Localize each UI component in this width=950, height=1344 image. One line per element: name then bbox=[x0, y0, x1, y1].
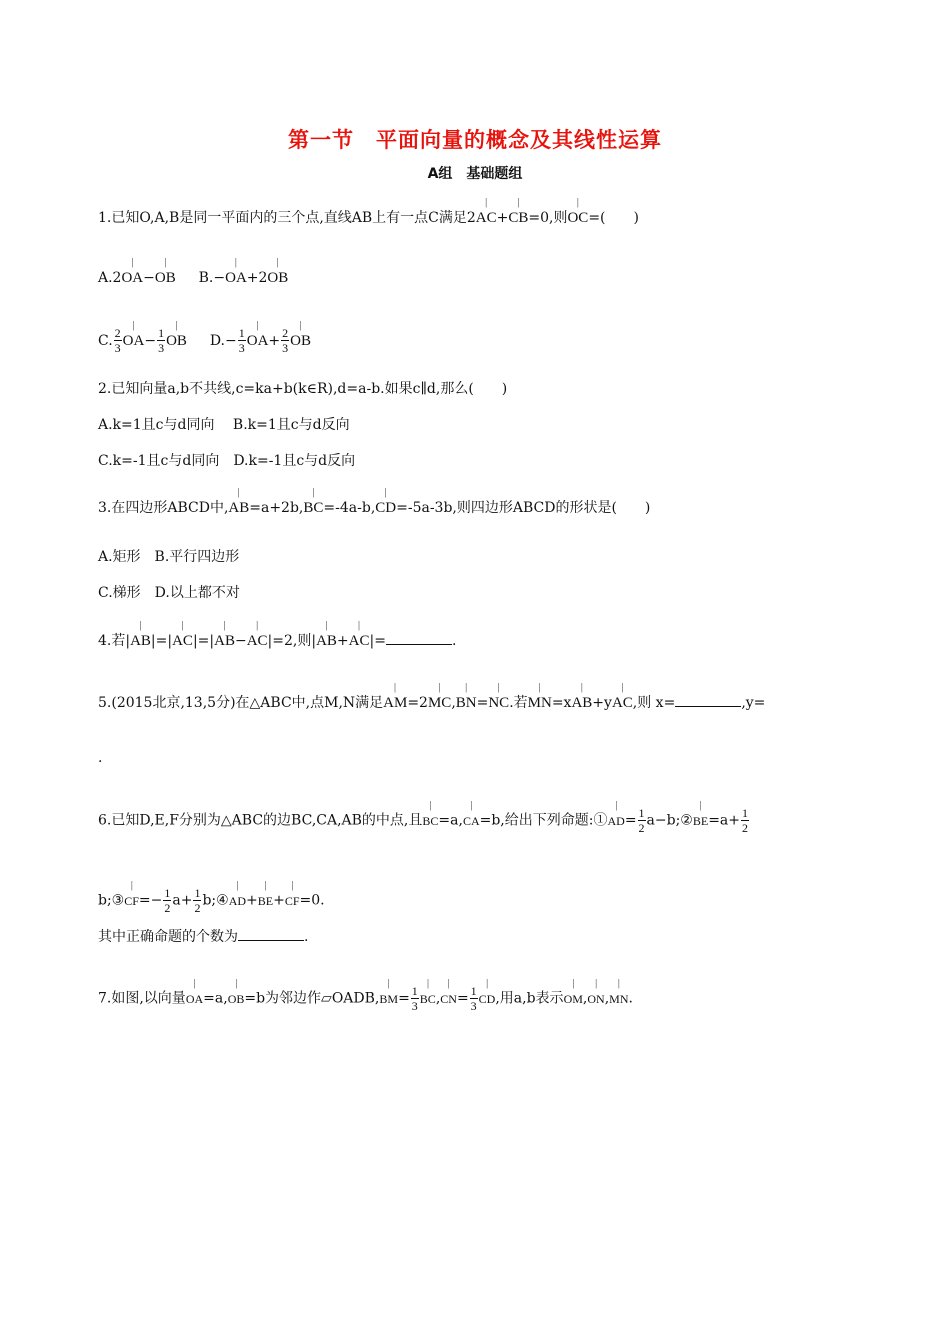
question-5-end: . bbox=[98, 750, 103, 766]
question-3-options-cd: C.梯形 D.以上都不对 bbox=[98, 585, 240, 601]
question-3-options-ab: A.矩形 B.平行四边形 bbox=[98, 549, 240, 565]
question-2-options-ab: A.k=1且c与d同向 B.k=1且c与d反向 bbox=[98, 417, 350, 433]
question-2: 2.已知向量a,b不共线,c=ka+b(k∈R),d=a-b.如果c∥d,那么( ) bbox=[98, 381, 508, 397]
question-3: 3.在四边形ABCD中,| AB=a+2b,| BC=-4a-b,| CD=-5a-3b,则四边形ABCD的形状是( ) bbox=[98, 498, 650, 518]
question-6-prompt: 其中正确命题的个数为 . bbox=[98, 926, 308, 947]
question-1: 1.已知O,A,B是同一平面内的三个点,直线AB上有一点C满足2| AC+| CB=0,则| OC=( ) bbox=[98, 208, 639, 228]
question-5: 5.(2015北京,13,5分)在△ABC中,点M,N满足| AM=2| MC,| BN=| NC.若| MN=x| AB+y| AC,则 x= ,y= bbox=[98, 692, 765, 713]
question-4: 4.若|| AB|=|| AC|=|| AB−| AC|=2,则|| AB+| AC|= . bbox=[98, 630, 456, 651]
question-2-options-cd: C.k=-1且c与d同向 D.k=-1且c与d反向 bbox=[98, 453, 356, 469]
answer-blank-x[interactable] bbox=[675, 692, 741, 707]
group-subtitle: A组 基础题组 bbox=[427, 166, 523, 182]
option-b: B.−| OA+2| OB bbox=[199, 270, 289, 286]
option-d: D.− $\frac{1}{3}$ | OA+ $\frac{2}{3}$ | OB bbox=[210, 333, 311, 349]
option-a: A.2| OA−| OB bbox=[98, 270, 176, 286]
question-6-continued: b;③| CF=− $\frac{1}{2}$ a+ $\frac{1}{2}$ b;④| AD+| BE+| CF=0. bbox=[98, 886, 325, 915]
question-1-options-ab bbox=[98, 268, 288, 288]
question-6: 6.已知D,E,F分别为△ABC的边BC,CA,AB的中点,且| BC=a,| CA=b,给出下列命题:①| AD= $\frac{1}{2}$ a−b;②| BE=a+ $\frac{1}{2}$ bbox=[98, 806, 750, 835]
question-7: 7.如图,以向量| OA=a,| OB=b为邻边作▱OADB,| BM= $\frac{1}{3}$ | BC,| CN= $\frac{1}{3}$ | CD,用a,b表示| OM,| ON,| MN. bbox=[98, 984, 633, 1013]
question-1-options-cd bbox=[98, 326, 311, 355]
answer-blank[interactable] bbox=[238, 926, 304, 941]
answer-blank[interactable] bbox=[386, 630, 452, 645]
section-title: 第一节 平面向量的概念及其线性运算 bbox=[288, 128, 662, 152]
option-c: C. $\frac{2}{3}$ | OA− $\frac{1}{3}$ | OB bbox=[98, 333, 187, 349]
